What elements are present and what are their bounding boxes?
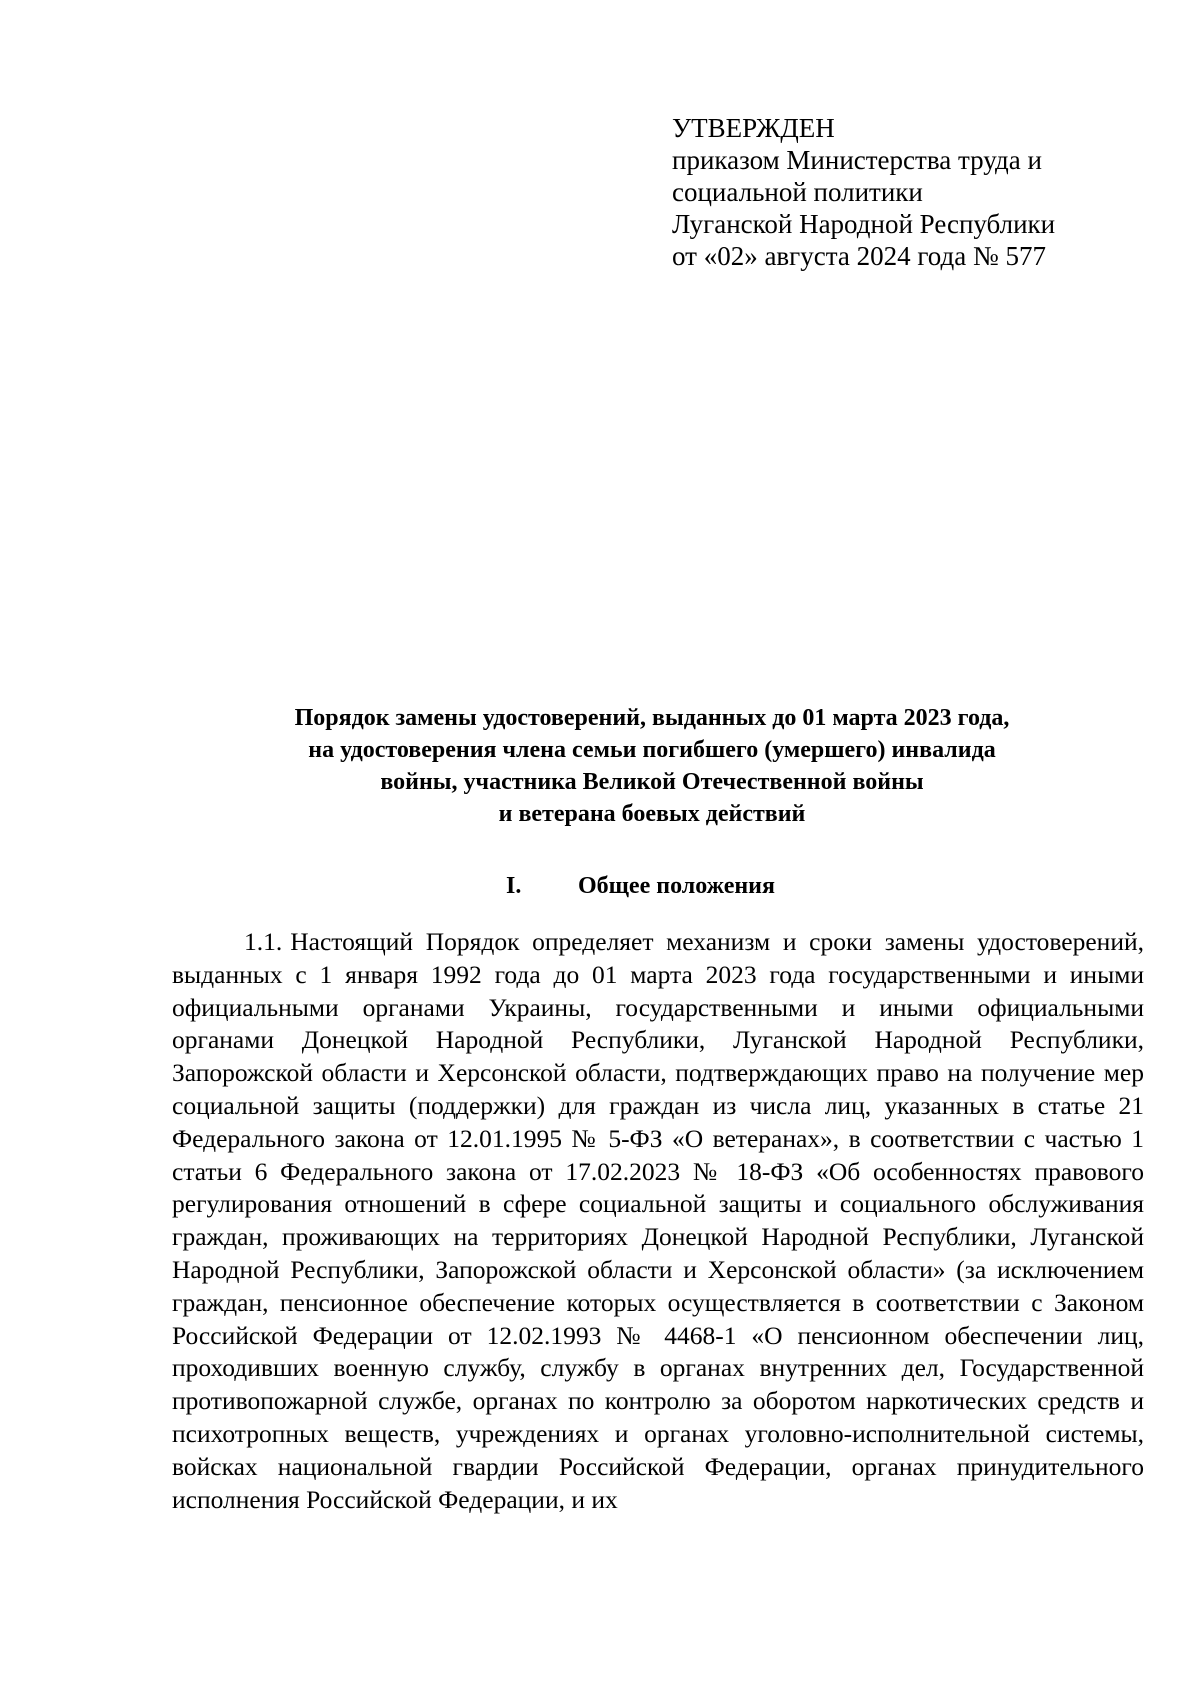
title-line: на удостоверения члена семьи погибшего (умершего) инвалида: [308, 737, 996, 763]
paragraph-1-1: [172, 926, 1144, 1516]
title-line: Порядок замены удостоверений, выданных до 01 марта 2023 года,: [294, 705, 1010, 731]
paragraph-number: 1.1.: [244, 927, 283, 956]
approval-line: приказом Министерства труда и: [672, 145, 1042, 175]
section-title: Общее положения: [578, 873, 775, 899]
approval-heading: УТВЕРЖДЕН: [672, 113, 835, 143]
title-line: и ветерана боевых действий: [498, 801, 806, 827]
section-number: I.: [506, 873, 522, 899]
approval-line: социальной политики: [672, 177, 923, 207]
approval-line: Луганской Народной Республики: [672, 209, 1056, 239]
paragraph-text: Настоящий Порядок определяет механизм и сроки замены удостоверений, выданных с 1 января 1992 года до 01 марта 2023 года государственными и иными официальными органами Украины, государственными и иными официальными органами Донецкой Народной Республики, Луганской Народной Республики, Запорожской области и Херсонской области, подтверждающих право на получение мер социальной защиты (поддержки) для граждан из числа лиц, указанных в статье 21 Федерального закона от 12.01.1995 № 5-ФЗ «О ветеранах», в соответствии с частью 1 статьи 6 Федерального закона от 17.02.2023 № 18-ФЗ «Об особенностях правового регулирования отношений в сфере социальной защиты и социального обслуживания граждан, проживающих на территориях Донецкой Народной Республики, Луганской Народной Республики, Запорожской области и Херсонской области» (за исключением граждан, пенсионное обеспечение которых осуществляется в соответствии с Законом Российской Федерации от 12.02.1993 № 4468-1 «О пенсионном обеспечении лиц, проходивших военную службу, службу в органах внутренних дел, Государственной противопожарной службе, органах по контролю за оборотом наркотических средств и психотропных веществ, учреждениях и органах уголовно-исполнительной системы, войсках национальной гвардии Российской Федерации, органах принудительного исполнения Российской Федерации, и их: [172, 927, 1144, 1514]
title-line: войны, участника Великой Отечественной войны: [380, 769, 924, 795]
approval-block: [672, 112, 1152, 272]
document-title: [172, 702, 1132, 830]
approval-date-number: от «02» августа 2024 года № 577: [672, 241, 1046, 271]
